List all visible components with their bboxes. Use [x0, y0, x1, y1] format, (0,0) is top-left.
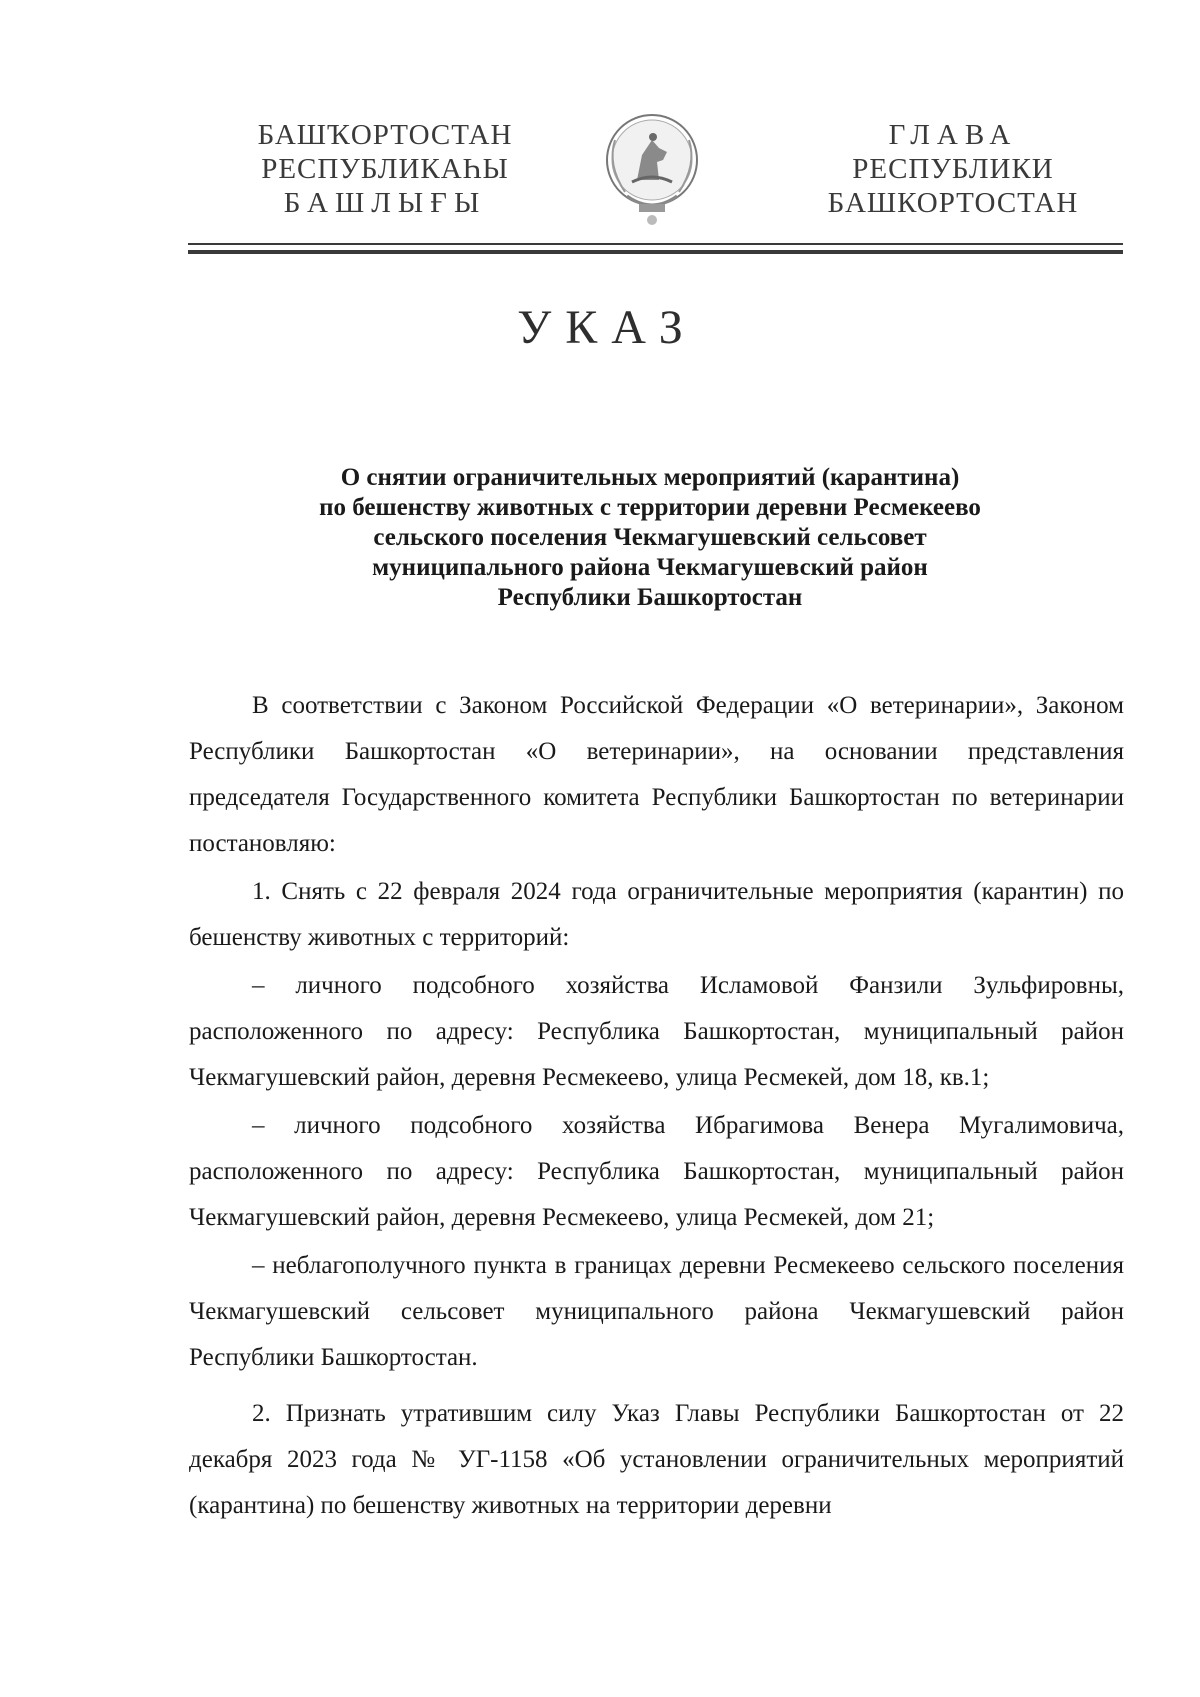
header-left-line-3: БАШЛЫҒЫ: [283, 187, 487, 219]
header-right-line-3: БАШКОРТОСТАН: [827, 187, 1079, 219]
header-right-line-1: ГЛАВА: [888, 119, 1018, 151]
dash-item-2: – личного подсобного хозяйства Ибрагимова Венера Мугалимовича, расположенного по адресу: Республика Башкортостан, муниципальный район Чекмагушевский район, деревня Ресмекеево, улица Ресмекей, дом 21;: [189, 1112, 1124, 1231]
document-type-title: УКАЗ: [517, 301, 697, 354]
header-bashkir-title: [220, 118, 550, 220]
subject-line-2: по бешенству животных с территории деревни Ресмекеево: [319, 494, 981, 521]
subject-line-1: О снятии ограничительных мероприятий (карантина): [340, 464, 960, 491]
coat-of-arms-emblem-icon: [597, 110, 707, 234]
header-right-line-2: РЕСПУБЛИКИ: [852, 153, 1054, 185]
subject-line-3: сельского поселения Чекмагушевский сельсовет: [373, 524, 927, 551]
item-1-paragraph: 1. Снять с 22 февраля 2024 года ограничительные мероприятия (карантин) по бешенству животных с территорий:: [189, 878, 1124, 951]
decree-subject: [240, 463, 1060, 613]
dash-item-1: – личного подсобного хозяйства Исламовой Фанзили Зульфировны, расположенного по адресу: Республика Башкортостан, муниципальный район Чекмагушевский район, деревня Ресмекеево, улица Ресмекей, дом 18, кв.1;: [189, 972, 1124, 1091]
header-divider-thick: [188, 250, 1123, 254]
subject-line-5: Республики Башкортостан: [497, 584, 803, 611]
item-2-paragraph: 2. Признать утратившим силу Указ Главы Республики Башкортостан от 22 декабря 2023 года № УГ-1158 «Об установлении ограничительных мероприятий (карантина) по бешенству животных на территории деревни: [189, 1400, 1124, 1519]
decree-body: [189, 683, 1124, 1529]
header-left-line-1: БАШҠОРТОСТАН: [257, 119, 513, 151]
header-divider-thin: [188, 243, 1123, 245]
dash-item-3: – неблагополучного пункта в границах деревни Ресмекеево сельского поселения Чекмагушевский сельсовет муниципального района Чекмагушевский район Республики Башкортостан.: [189, 1252, 1124, 1371]
header-left-line-2: РЕСПУБЛИКАҺЫ: [261, 153, 509, 185]
subject-line-4: муниципального района Чекмагушевский район: [372, 554, 928, 581]
header-russian-title: [788, 118, 1118, 220]
preamble-paragraph: В соответствии с Законом Российской Федерации «О ветеринарии», Законом Республики Башкортостан «О ветеринарии», на основании представления председателя Государственного комитета Республики Башкортостан по ветеринарии постановляю:: [189, 692, 1124, 857]
